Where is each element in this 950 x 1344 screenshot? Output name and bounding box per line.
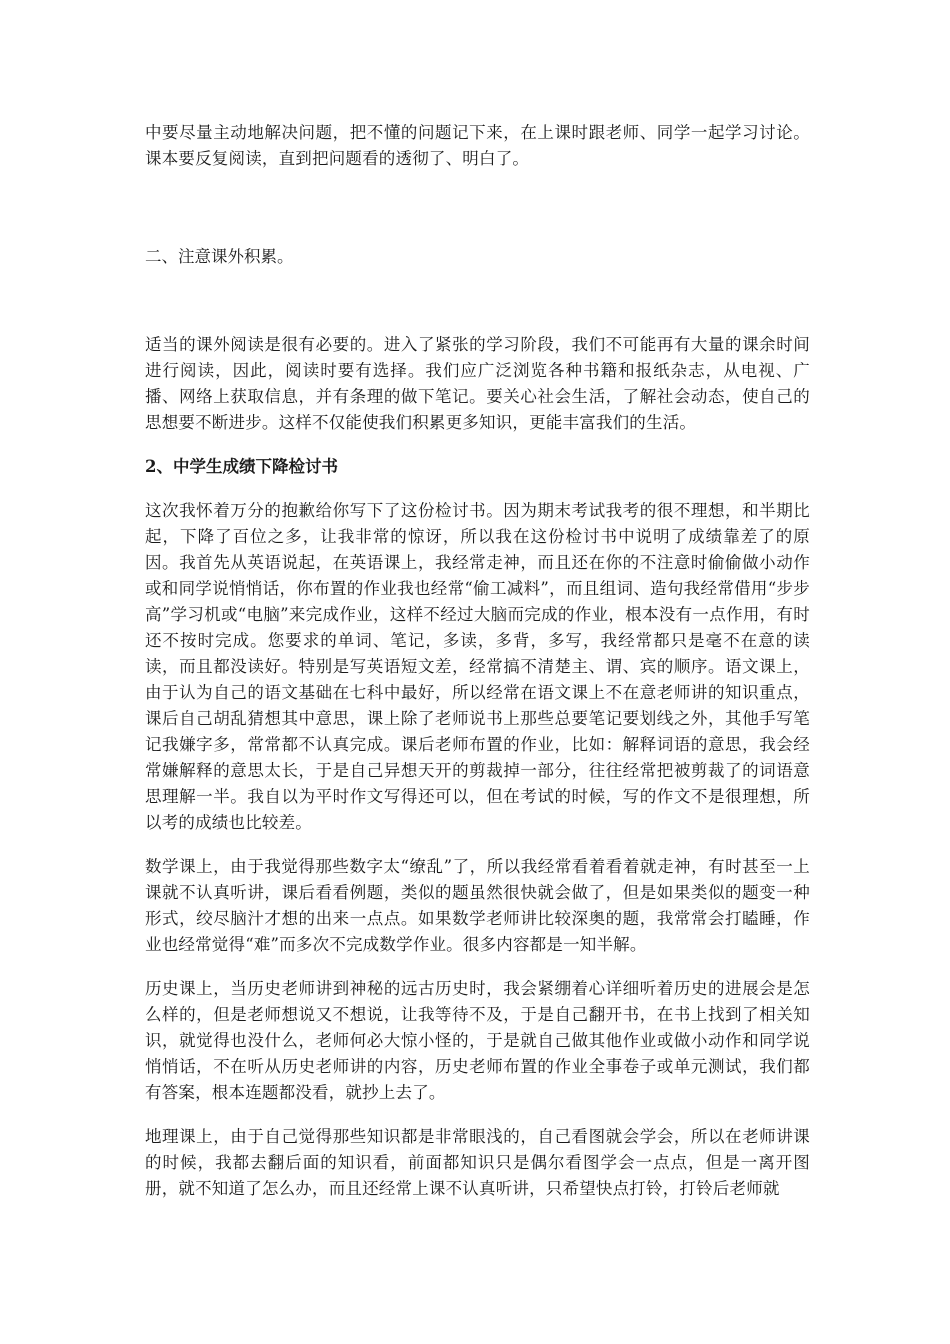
math-paragraph: 数学课上，由于我觉得那些数字太“缭乱”了，所以我经常看着看着就走神，有时甚至一上课就不认真听讲，课后看看例题，类似的题虽然很快就会做了，但是如果类似的题变一种形式，绞尽脑汁才想的出来一点点。如果数学老师讲比较深奥的题，我常常会打瞌睡，作业也经常觉得“难”而多次不完成数学作业。很多内容都是一知半解。 [145, 857, 810, 954]
extracurricular-paragraph: 适当的课外阅读是很有必要的。进入了紧张的学习阶段，我们不可能再有大量的课余时间进行阅读，因此，阅读时要有选择。我们应广泛浏览各种书籍和报纸杂志，从电视、广播、网络上获取信息，并有条理的做下笔记。要关心社会生活，了解社会动态，使自己的思想要不断进步。这样不仅能使我们积累更多知识，更能丰富我们的生活。 [145, 335, 810, 432]
section-heading: 二、注意课外积累。 [145, 247, 294, 266]
english-chinese-paragraph: 这次我怀着万分的抱歉给你写下了这份检讨书。因为期末考试我考的很不理想，和半期比起，下降了百位之多，让我非常的惊讶，所以我在这份检讨书中说明了成绩靠差了的原因。我首先从英语说起，在英语课上，我经常走神，而且还在你的不注意时偷偷做小动作或和同学说悄悄话，你布置的作业我也经常“偷工减料”，而且组词、造句我经常借用“步步高”学习机或“电脑”来完成作业，这样不经过大脑而完成的作业，根本没有一点作用，有时还不按时完成。您要求的单词、笔记，多读，多背，多写，我经常都只是毫不在意的读读，而且都没读好。特别是写英语短文差，经常搞不清楚主、谓、宾的顺序。语文课上，由于认为自己的语文基础在七科中最好，所以经常在语文课上不在意老师讲的知识重点，课后自己胡乱猜想其中意思，课上除了老师说书上那些总要笔记要划线之外，其他手写笔记我嫌字多，常常都不认真完成。课后老师布置的作业，比如：解释词语的意思，我会经常嫌解释的意思太长，于是自己异想天开的剪裁掉一部分，往往经常把被剪裁了的词语意思理解一半。我自以为平时作文写得还可以，但在考试的时候，写的作文不是很理想，所以考的成绩也比较差。 [145, 501, 810, 832]
article-heading: 2、中学生成绩下降检讨书 [145, 457, 338, 476]
document-page [145, 120, 810, 1202]
intro-paragraph: 中要尽量主动地解决问题，把不懂的问题记下来，在上课时跟老师、同学一起学习讨论。课本要反复阅读，直到把问题看的透彻了、明白了。 [145, 123, 810, 168]
geography-paragraph: 地理课上，由于自己觉得那些知识都是非常眼浅的，自己看图就会学会，所以在老师讲课的时候，我都去翻后面的知识看，前面都知识只是偶尔看图学会一点点，但是一离开图册，就不知道了怎么办，而且还经常上课不认真听讲，只希望快点打铃，打铃后老师就 [145, 1127, 810, 1198]
history-paragraph: 历史课上，当历史老师讲到神秘的远古历史时，我会紧绷着心详细听着历史的进展会是怎么样的，但是老师想说又不想说，让我等待不及，于是自己翻开书，在书上找到了相关知识，就觉得也没什么，老师何必大惊小怪的，于是就自己做其他作业或做小动作和同学说悄悄话，不在听从历史老师讲的内容，历史老师布置的作业全事卷子或单元测试，我们都有答案，根本连题都没看，就抄上去了。 [145, 979, 810, 1102]
